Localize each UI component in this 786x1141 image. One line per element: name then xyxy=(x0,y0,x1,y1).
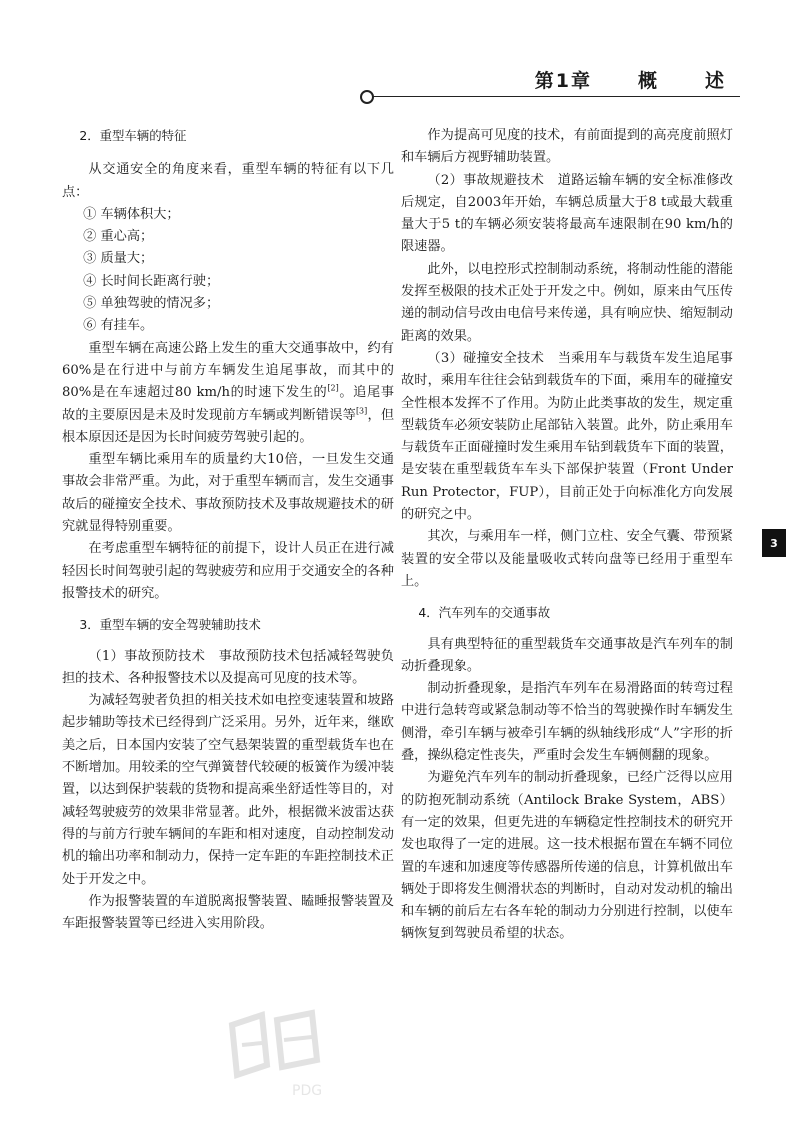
chapter-title-char-2: 述 xyxy=(704,70,726,92)
paragraph: 具有典型特征的重型载货车交通事故是汽车列车的制动折叠现象。 xyxy=(401,636,733,674)
right-column xyxy=(401,125,733,946)
chapter-heading xyxy=(535,66,726,93)
header-rule xyxy=(370,96,740,97)
section-heading-4: 4．汽车列车的交通事故 xyxy=(418,605,551,621)
watermark-seal-icon xyxy=(222,1005,342,1115)
paragraph-text: 重型车辆在高速公路上发生的重大交通事故中，约有60%是在行进中与前方车辆发生追尾事故，而其中的80%是在车速超过80 km/h的时速下发生的 xyxy=(62,340,394,401)
list-item: ③ 质量大； xyxy=(83,251,154,267)
paragraph: 此外，以电控形式控制制动系统，将制动性能的潜能发挥至极限的技术正处于开发之中。例如，原来由气压传递的制动信号改由电信号来传递，具有响应快、缩短制动距离的效果。 xyxy=(401,261,733,344)
paragraph: （3）碰撞安全技术 当乘用车与载货车发生追尾事故时，乘用车往往会钻到载货车的下面，乘用车的碰撞安全性根本发挥不了作用。为防止此类事故的发生，规定重型载货车必须安装防止尾部钻入装置。此外，防止乘用车与载货车正面碰撞时发生乘用车钻到载货车下面的装置，是安装在重型载货车车头下部保护装置（Front Under Run Protector，FUP），目前正处于向标准化方向发展的研究之中。 xyxy=(401,350,733,523)
paragraph: 从交通安全的角度来看，重型车辆的特征有以下几点： xyxy=(62,162,394,200)
list-item: ⑥ 有挂车。 xyxy=(83,318,154,334)
paragraph: 为避免汽车列车的制动折叠现象，已经广泛得以应用的防抱死制动系统（Antilock Brake System，ABS）有一定的效果，但更先进的车辆稳定性控制技术的研究开发也取得了一定的进展。这一技术根据布置在车辆不同位置的车速和加速度等传感器所传递的信息，计算机做出车辆处于即将发生侧滑状态的判断时，自动对发动机的输出和车辆的前后左右各车轮的制动力分别进行控制，以使车辆恢复到驾驶员希望的状态。 xyxy=(401,770,733,942)
paragraph: 在考虑重型车辆特征的前提下，设计人员正在进行减轻因长时间驾驶引起的驾驶疲劳和应用于交通安全的各种报警技术的研究。 xyxy=(62,541,394,601)
header-circle-ornament xyxy=(360,90,374,104)
section-heading-2: 2．重型车辆的特征 xyxy=(79,128,187,143)
paragraph: 制动折叠现象，是指汽车列车在易滑路面的转弯过程中进行急转弯或紧急制动等不恰当的驾驶操作时车辆发生侧滑，牵引车辆与被牵引车辆的纵轴线形成“人”字形的折叠，操纵稳定性丧失，严重时会发生车辆侧翻的现象。 xyxy=(401,681,733,764)
page-side-tab: 3 xyxy=(762,529,786,557)
paragraph: 为减轻驾驶者负担的相关技术如电控变速装置和坡路起步辅助等技术已经得到广泛采用。另外，近年来，继欧美之后，日本国内安装了空气悬架装置的重型载货车也在不断增加。用较柔的空气弹簧替代较硬的板簧作为缓冲装置，以达到保护装载的货物和提高乘坐舒适性等目的，对减轻驾驶疲劳的效果非常显著。此外，根据微米波雷达获得的与前方行驶车辆间的车距和相对速度，自动控制发动机的输出功率和制动力，保持一定车距的车距控制技术正处于开发之中。 xyxy=(62,693,394,887)
citation: [2] xyxy=(327,383,339,393)
section-heading-3: 3．重型车辆的安全驾驶辅助技术 xyxy=(79,617,261,633)
list-item: ⑤ 单独驾驶的情况多； xyxy=(83,296,220,312)
list-item: ② 重心高； xyxy=(83,229,154,245)
chapter-number: 第1章 xyxy=(534,70,592,92)
paragraph: 作为报警装置的车道脱离报警装置、瞌睡报警装置及车距报警装置等已经进入实用阶段。 xyxy=(62,893,394,932)
watermark xyxy=(222,1005,342,1115)
paragraph-text: ，但根本原因还是因为长时间疲劳驾驶引起的。 xyxy=(62,407,395,445)
chapter-title-char-1: 概 xyxy=(637,70,659,92)
list-item: ① 车辆体积大； xyxy=(83,206,180,222)
paragraph: 重型车辆比乘用车的质量约大10倍，一旦发生交通事故会非常严重。为此，对于重型车辆而言，发生交通事故后的碰撞安全技术、事故预防技术及事故规避技术的研究就显得特别重要。 xyxy=(62,452,394,535)
watermark-text: PDG xyxy=(292,1083,323,1099)
paragraph xyxy=(62,338,394,449)
paragraph: 作为提高可见度的技术，有前面提到的高亮度前照灯和车辆后方视野辅助装置。 xyxy=(401,128,733,166)
paragraph: （2）事故规避技术 道路运输车辆的安全标准修改后规定，自2003年开始，车辆总质量大于8 t或最大载重量大于5 t的车辆必须安装将最高车速限制在90 km/h的限速器。 xyxy=(401,172,733,255)
paragraph: 其次，与乘用车一样，侧门立柱、安全气囊、带预紧装置的安全带以及能量吸收式转向盘等已经用于重型车上。 xyxy=(401,529,733,589)
paragraph: （1）事故预防技术 事故预防技术包括减轻驾驶负担的技术、各种报警技术以及提高可见度的技术等。 xyxy=(62,648,394,686)
list-item: ④ 长时间长距离行驶； xyxy=(83,273,220,289)
citation: [3] xyxy=(355,406,368,416)
paragraph-text: 。追尾事故的主要原因是未及时发现前方车辆或判断错误等 xyxy=(62,385,395,423)
left-column xyxy=(62,125,394,935)
